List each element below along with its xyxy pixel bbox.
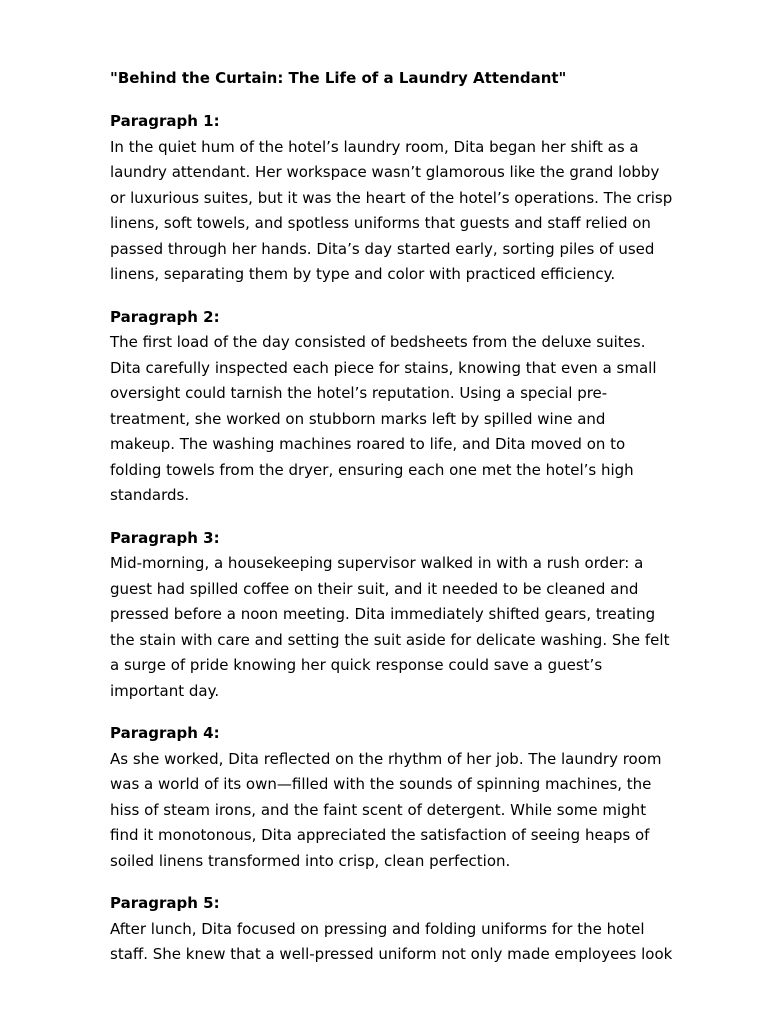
- paragraph-line: or luxurious suites, but it was the heart of the hotel’s operations. The crisp: [110, 188, 673, 207]
- paragraph-line: was a world of its own—filled with the sounds of spinning machines, the: [110, 775, 652, 793]
- paragraph-line: laundry attendant. Her workspace wasn’t glamorous like the grand lobby: [110, 163, 660, 181]
- paragraph-4: [110, 721, 694, 874]
- paragraph-heading: Paragraph 3:: [110, 528, 220, 547]
- paragraph-line: passed through her hands. Dita’s day started early, sorting piles of used: [110, 239, 655, 258]
- paragraph-line: treatment, she worked on stubborn marks left by spilled wine and: [110, 409, 606, 428]
- paragraph-line: After lunch, Dita focused on pressing and folding uniforms for the hotel: [110, 919, 645, 938]
- paragraph-line: important day.: [110, 681, 220, 700]
- paragraph-line: linens, separating them by type and color with practiced efficiency.: [110, 265, 616, 283]
- paragraph-heading: Paragraph 1:: [110, 112, 220, 130]
- paragraph-line: The first load of the day consisted of bedsheets from the deluxe suites.: [110, 333, 646, 351]
- paragraph-3: [110, 526, 694, 705]
- paragraph-line: folding towels from the dryer, ensuring each one met the hotel’s high: [110, 460, 634, 479]
- paragraph-line: staff. She knew that a well-pressed uniform not only made employees look: [110, 945, 673, 963]
- paragraph-heading: Paragraph 2:: [110, 307, 220, 326]
- paragraph-2: [110, 305, 694, 509]
- paragraph-line: the stain with care and setting the suit aside for delicate washing. She felt: [110, 630, 670, 649]
- paragraph-heading: Paragraph 5:: [110, 894, 220, 912]
- paragraph-line: guest had spilled coffee on their suit, and it needed to be cleaned and: [110, 579, 639, 598]
- paragraph-line: As she worked, Dita reflected on the rhythm of her job. The laundry room: [110, 749, 662, 768]
- document-page: [110, 66, 694, 985]
- paragraph-line: a surge of pride knowing her quick response could save a guest’s: [110, 656, 603, 674]
- paragraph-line: find it monotonous, Dita appreciated the satisfaction of seeing heaps of: [110, 826, 650, 844]
- paragraph-line: In the quiet hum of the hotel’s laundry room, Dita began her shift as a: [110, 137, 639, 156]
- paragraph-line: oversight could tarnish the hotel’s reputation. Using a special pre-: [110, 384, 608, 402]
- document-title: "Behind the Curtain: The Life of a Laundry Attendant": [110, 69, 567, 87]
- paragraph-line: pressed before a noon meeting. Dita immediately shifted gears, treating: [110, 605, 656, 623]
- paragraph-list: [110, 109, 694, 968]
- paragraph-line: soiled linens transformed into crisp, clean perfection.: [110, 851, 511, 870]
- paragraph-line: linens, soft towels, and spotless uniforms that guests and staff relied on: [110, 214, 651, 232]
- paragraph-heading: Paragraph 4:: [110, 724, 220, 742]
- paragraph-line: standards.: [110, 486, 190, 504]
- paragraph-5: [110, 891, 694, 968]
- paragraph-line: hiss of steam irons, and the faint scent of detergent. While some might: [110, 800, 647, 819]
- paragraph-1: [110, 109, 694, 288]
- paragraph-line: Dita carefully inspected each piece for stains, knowing that even a small: [110, 358, 657, 377]
- paragraph-line: makeup. The washing machines roared to life, and Dita moved on to: [110, 435, 626, 453]
- paragraph-line: Mid-morning, a housekeeping supervisor walked in with a rush order: a: [110, 554, 644, 572]
